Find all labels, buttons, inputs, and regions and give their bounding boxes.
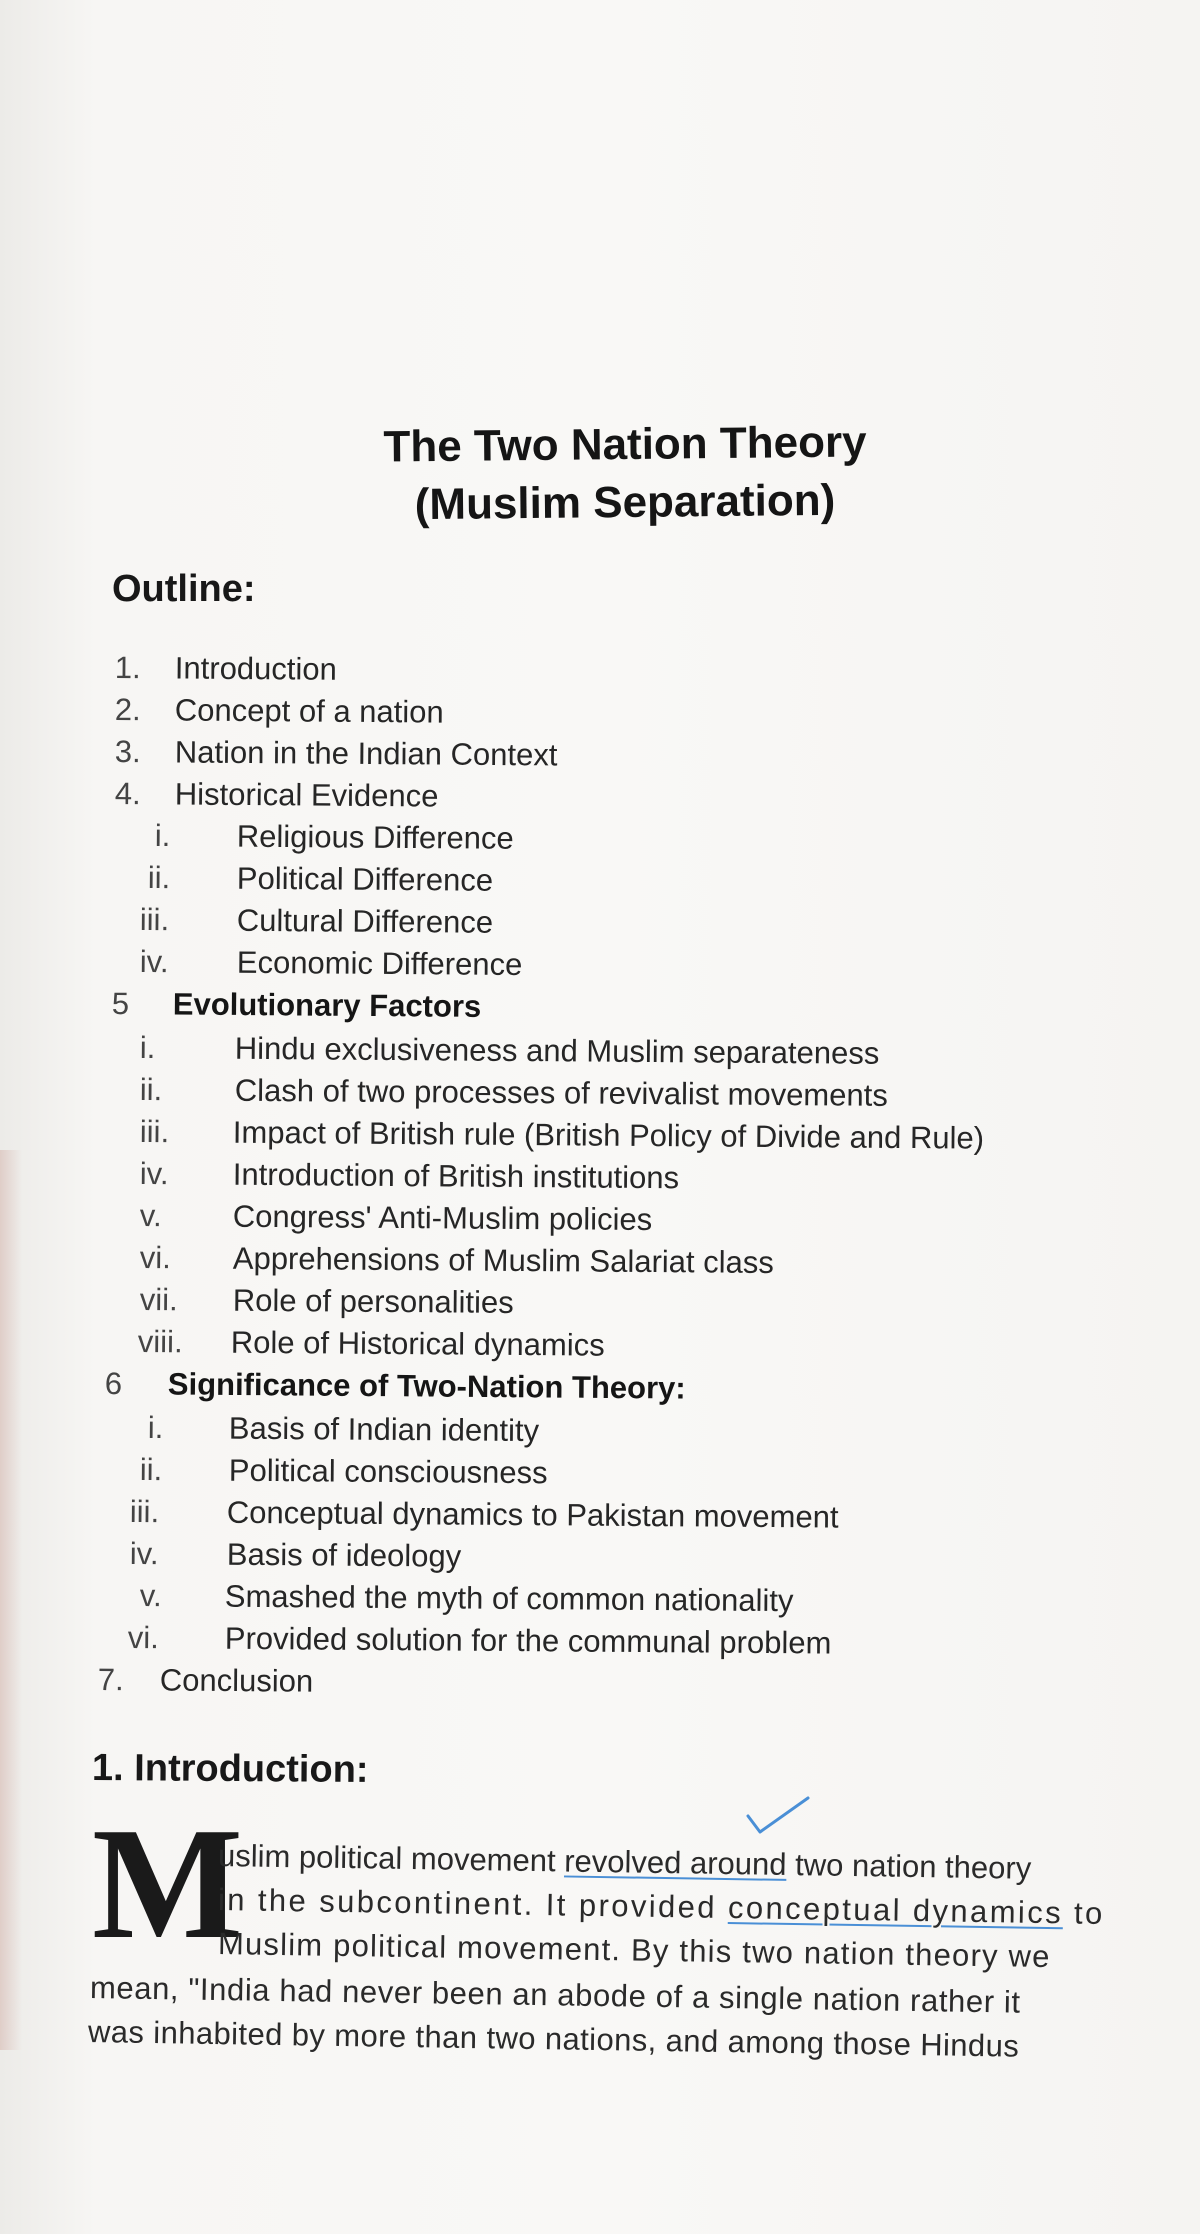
paragraph-text: was inhabited by more than two nations, and among those Hindus — [87, 2014, 1020, 2064]
outline-item-text: Provided solution for the communal problem — [224, 1620, 832, 1661]
outline-item-text: Introduction — [174, 650, 337, 687]
outline-item-text: Introduction of British institutions — [232, 1156, 680, 1196]
outline-item-text: Impact of British rule (British Policy of Divide and Rule) — [232, 1114, 985, 1156]
outline-item-number: iv. — [129, 1536, 159, 1572]
outline-item-number: 2. — [114, 692, 141, 728]
paragraph-text: Muslim political movement. By this two nation theory we — [217, 1926, 1051, 1975]
outline-item-text: Basis of Indian identity — [228, 1410, 540, 1449]
outline-item-text: Congress' Anti-Muslim policies — [232, 1198, 653, 1238]
paragraph-line — [218, 1838, 1032, 1887]
page-title: The Two Nation Theory — [383, 417, 867, 472]
outline-item-number: i. — [154, 818, 171, 854]
outline-item-text: Basis of ideology — [226, 1536, 462, 1574]
outline-item-text: Political consciousness — [228, 1452, 548, 1491]
outline-item-number: ii. — [147, 860, 171, 896]
outline-item-text: Significance of Two-Nation Theory: — [167, 1366, 686, 1406]
paragraph-text: two nation theory — [786, 1846, 1032, 1886]
outline-item-text: Apprehensions of Muslim Salariat class — [232, 1240, 775, 1280]
outline-item-number: vii. — [139, 1282, 178, 1318]
outline-item-number: 4. — [114, 776, 141, 812]
outline-item-text: Historical Evidence — [174, 776, 439, 814]
paragraph-line — [218, 1926, 1051, 1975]
outline-item-text: Smashed the myth of common nationality — [224, 1578, 794, 1619]
outline-item-number: iii. — [139, 902, 170, 938]
outline-item-text: Role of personalities — [232, 1282, 514, 1320]
check-mark-icon — [744, 1792, 814, 1838]
outline-item-number: ii. — [139, 1072, 163, 1108]
paragraph-text: mean, "India had never been an abode of a single nation rather it — [89, 1970, 1021, 2020]
outline-item-text: Conclusion — [159, 1662, 314, 1699]
outline-heading: Outline: — [112, 568, 256, 610]
outline-item-number: 3. — [114, 734, 141, 770]
underlined-phrase: revolved around — [563, 1843, 787, 1882]
page-subtitle: (Muslim Separation) — [414, 475, 836, 530]
outline-item-number: 7. — [97, 1662, 124, 1698]
outline-item-text: Role of Historical dynamics — [230, 1324, 605, 1363]
outline-item-number: iv. — [139, 1156, 169, 1192]
outline-item-number: v. — [139, 1198, 162, 1234]
outline-item-number: i. — [139, 1030, 156, 1066]
outline-item-number: 1. — [114, 650, 141, 686]
outline-item-text: Nation in the Indian Context — [174, 734, 558, 773]
outline-item-number: 6 — [104, 1366, 123, 1402]
introduction-heading: 1. Introduction: — [91, 1747, 369, 1791]
outline-item-text: Economic Difference — [236, 944, 523, 983]
outline-item-text: Conceptual dynamics to Pakistan movement — [226, 1494, 839, 1535]
outline-item-text: Cultural Difference — [236, 902, 494, 940]
outline-item-text: Political Difference — [236, 860, 494, 898]
paragraph-line — [88, 2014, 1020, 2065]
outline-item-number: iii. — [129, 1494, 160, 1530]
outline-item-text: Clash of two processes of revivalist movements — [234, 1072, 888, 1113]
outline-item-number: v. — [139, 1578, 162, 1614]
paragraph-line — [90, 1970, 1021, 2021]
outline-item-text: Religious Difference — [236, 818, 514, 856]
outline-item-text: Evolutionary Factors — [172, 986, 482, 1024]
outline-item-number: iv. — [139, 944, 169, 980]
paragraph-text: to — [1062, 1895, 1105, 1931]
outline-item-number: vi. — [127, 1620, 159, 1656]
outline-item-number: iii. — [139, 1114, 170, 1150]
underlined-phrase: conceptual dynamics — [727, 1890, 1064, 1931]
outline-item-text: Concept of a nation — [174, 692, 444, 730]
outline-item-text: Hindu exclusiveness and Muslim separateness — [234, 1030, 880, 1071]
paragraph-line — [218, 1882, 1105, 1932]
paragraph-text: uslim political movement — [217, 1838, 565, 1879]
outline-item-number: 5 — [111, 986, 130, 1022]
drop-cap: M — [92, 1794, 244, 1972]
paragraph-text: in the subcontinent. It provided — [217, 1882, 729, 1926]
outline-item-number: i. — [147, 1410, 164, 1446]
outline-item-number: viii. — [137, 1324, 183, 1360]
outline-item-number: ii. — [139, 1452, 163, 1488]
outline-item-number: vi. — [139, 1240, 171, 1276]
